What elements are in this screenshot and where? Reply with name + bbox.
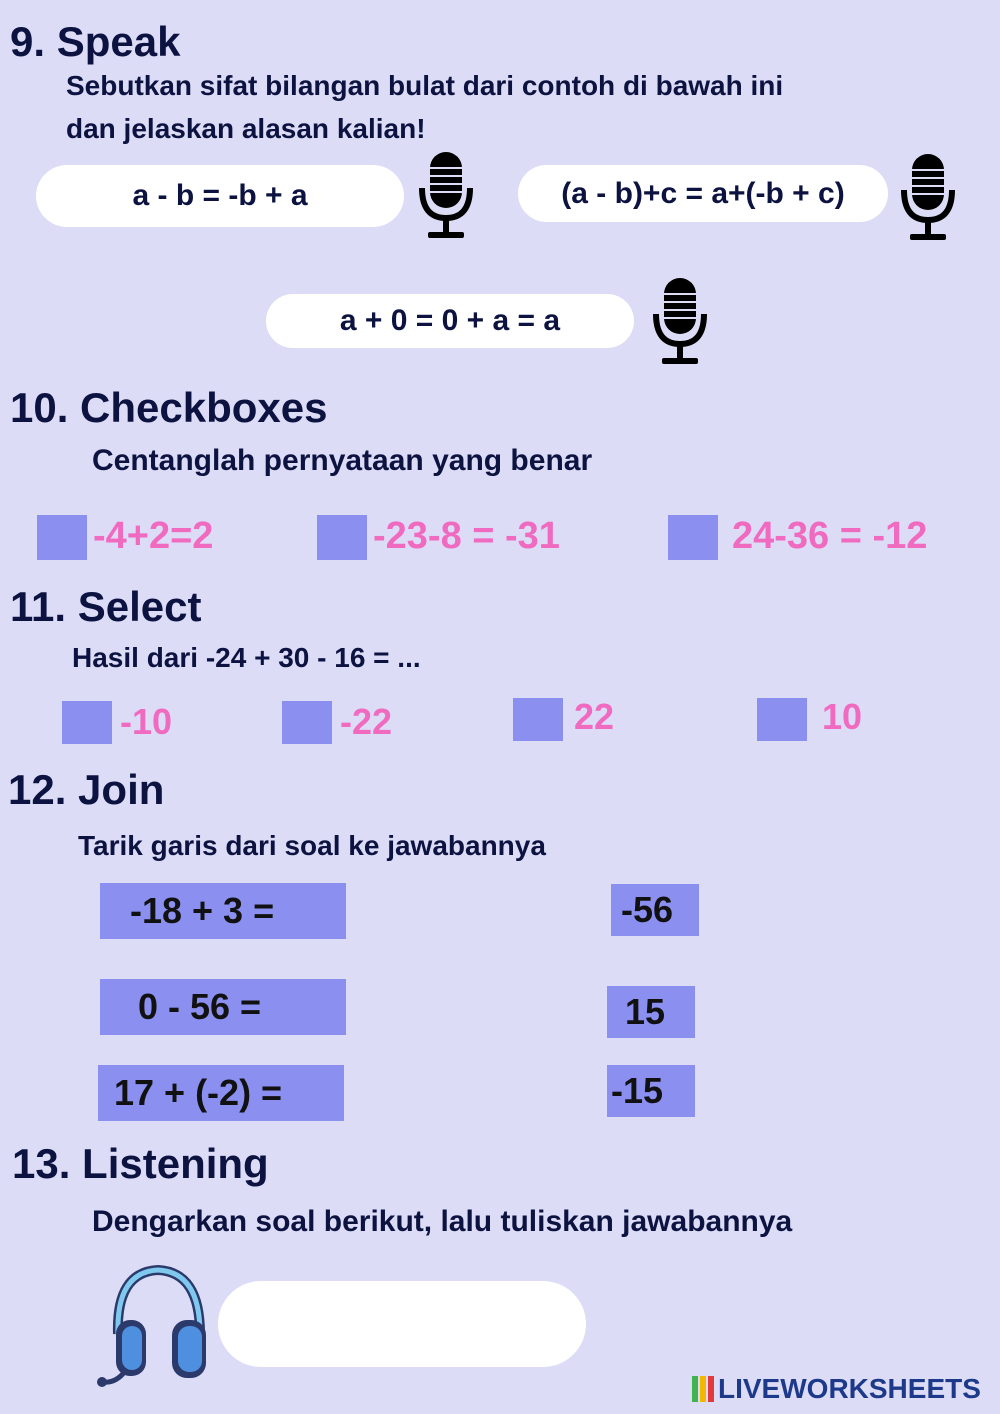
- checkbox-label: -23-8 = -31: [373, 515, 560, 557]
- join-answer[interactable]: -15: [607, 1065, 695, 1117]
- select-option-label: 10: [822, 696, 863, 737]
- join-question[interactable]: 17 + (-2) =: [98, 1065, 344, 1121]
- speak-heading: 9. Speak: [10, 18, 181, 65]
- checkboxes-instruction: Centanglah pernyataan yang benar: [92, 444, 593, 477]
- join-answer[interactable]: -56: [611, 884, 699, 936]
- checkbox[interactable]: [317, 515, 367, 560]
- join-question[interactable]: 0 - 56 =: [100, 979, 346, 1035]
- join-heading: 12. Join: [8, 766, 165, 813]
- microphone-icon[interactable]: [416, 150, 476, 242]
- liveworksheets-logo-icon: [692, 1376, 714, 1402]
- speak-item-3: a + 0 = 0 + a = a: [266, 294, 634, 348]
- listening-answer-input[interactable]: [218, 1281, 586, 1367]
- join-answer[interactable]: 15: [607, 986, 695, 1038]
- select-option-label: -10: [120, 701, 173, 742]
- select-option-label: -22: [340, 701, 393, 742]
- select-instruction: Hasil dari -24 + 30 - 16 = ...: [72, 642, 421, 673]
- microphone-icon[interactable]: [650, 276, 710, 368]
- join-instruction: Tarik garis dari soal ke jawabannya: [78, 830, 546, 861]
- select-option-box[interactable]: [757, 698, 807, 741]
- select-option-box[interactable]: [62, 701, 112, 744]
- select-option-box[interactable]: [282, 701, 332, 744]
- speak-instruction-line2: dan jelaskan alasan kalian!: [66, 113, 426, 144]
- select-option-box[interactable]: [513, 698, 563, 741]
- speak-instruction-line1: Sebutkan sifat bilangan bulat dari contoh di bawah ini: [66, 70, 784, 101]
- checkbox-label: -4+2=2: [93, 515, 214, 557]
- select-heading: 11. Select: [10, 583, 202, 630]
- listening-instruction: Dengarkan soal berikut, lalu tuliskan jawabannya: [92, 1205, 793, 1238]
- checkboxes-heading: 10. Checkboxes: [10, 384, 328, 431]
- speak-item-2: (a - b)+c = a+(-b + c): [518, 165, 888, 222]
- liveworksheets-logo-text: LIVEWORKSHEETS: [718, 1373, 981, 1404]
- headphones-icon[interactable]: [96, 1262, 216, 1388]
- select-option-label: 22: [574, 696, 615, 737]
- microphone-icon[interactable]: [898, 152, 958, 244]
- checkbox[interactable]: [668, 515, 718, 560]
- liveworksheets-logo: [692, 1373, 981, 1405]
- checkbox-label: 24-36 = -12: [732, 515, 928, 557]
- join-question[interactable]: -18 + 3 =: [100, 883, 346, 939]
- checkbox[interactable]: [37, 515, 87, 560]
- speak-item-1: a - b = -b + a: [36, 165, 404, 227]
- listening-heading: 13. Listening: [12, 1140, 269, 1187]
